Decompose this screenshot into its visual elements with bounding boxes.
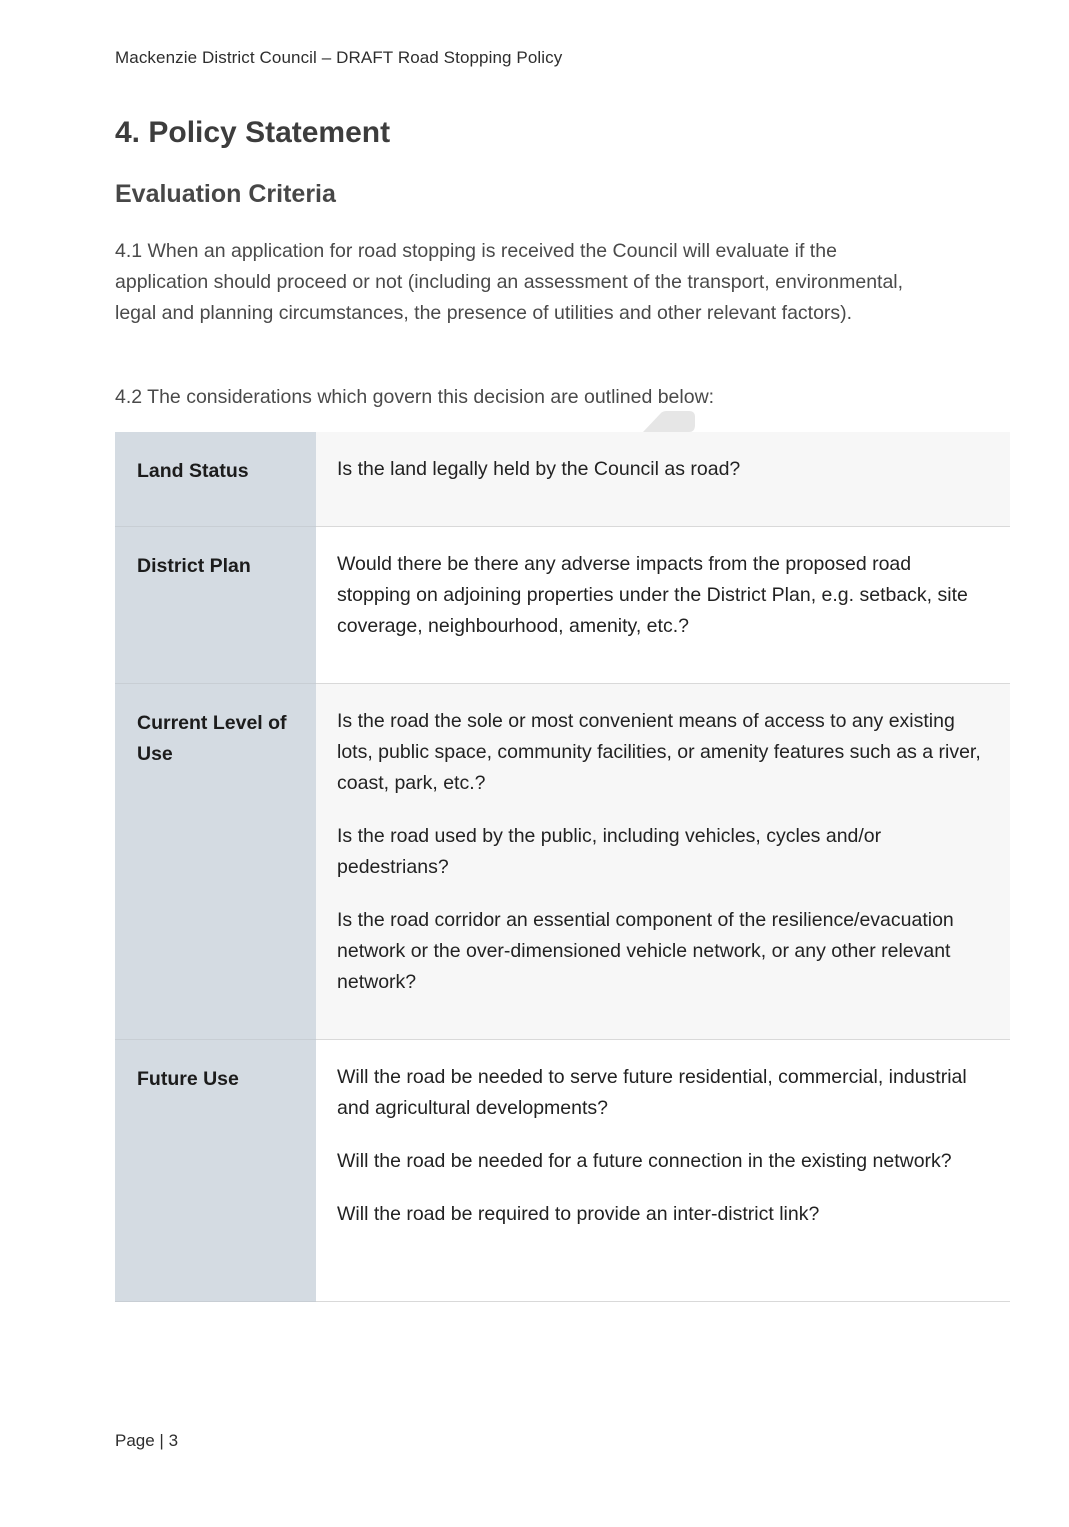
section-title: 4. Policy Statement: [115, 116, 391, 149]
paragraph-4-2: 4.2 The considerations which govern this decision are outlined below:: [115, 386, 715, 408]
criteria-question: Is the road the sole or most convenient means of access to any existing lots, public space, community facilities, or amenity features such as a river, coast, park, etc.?: [337, 709, 981, 794]
criteria-question: Will the road be required to provide an inter-district link?: [337, 1202, 820, 1225]
criteria-label: Future Use: [115, 1039, 316, 1301]
criteria-question: Is the land legally held by the Council as road?: [337, 458, 741, 480]
criteria-question: Will the road be needed for a future connection in the existing network?: [337, 1149, 952, 1172]
criteria-question: Will the road be needed to serve future residential, commercial, industrial and agricultural developments?: [337, 1065, 967, 1119]
subsection-title: Evaluation Criteria: [115, 180, 336, 208]
table-row: [115, 526, 1010, 683]
criteria-label: Land Status: [115, 432, 316, 526]
criteria-label: Current Level of Use: [115, 683, 316, 1039]
table-row: [115, 1039, 1010, 1301]
table-move-handle-icon[interactable]: [643, 411, 695, 432]
criteria-question: Is the road corridor an essential component of the resilience/evacuation network or the over-dimensioned vehicle network, or any other relevant network?: [337, 908, 954, 993]
table-row: [115, 432, 1010, 526]
criteria-content: [316, 526, 1010, 683]
criteria-content: [316, 683, 1010, 1039]
page-number: Page | 3: [115, 1431, 179, 1450]
paragraph-4-1: 4.1 When an application for road stopping is received the Council will evaluate if the application should proceed or not (including an assessment of the transport, environmental, legal and planning circumstances, the presence of utilities and other relevant factors).: [115, 240, 904, 324]
criteria-question: Is the road used by the public, including vehicles, cycles and/or pedestrians?: [337, 824, 882, 878]
table-row: [115, 683, 1010, 1039]
criteria-question: Would there be there any adverse impacts from the proposed road stopping on adjoining properties under the District Plan, e.g. setback, site coverage, neighbourhood, amenity, etc.?: [337, 552, 968, 637]
evaluation-criteria-table: [115, 432, 1010, 1302]
criteria-label: District Plan: [115, 526, 316, 683]
criteria-content: [316, 432, 1010, 526]
criteria-content: [316, 1039, 1010, 1301]
running-header: Mackenzie District Council – DRAFT Road Stopping Policy: [115, 48, 563, 67]
